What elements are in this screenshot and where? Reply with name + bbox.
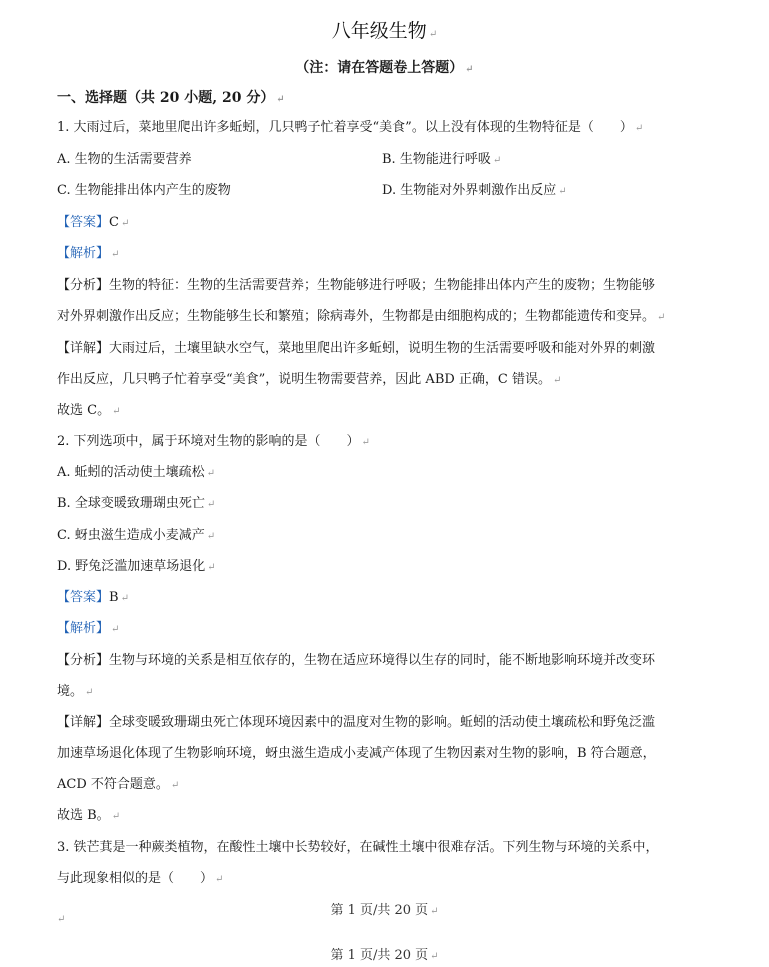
- paragraph-mark: ↵: [428, 29, 438, 40]
- paragraph-mark: ↵: [465, 64, 474, 75]
- exam-note: （注：请在答题卷上答题） ↵: [295, 60, 474, 76]
- q2-stem: 2. 下列选项中，属于环境对生物的影响的是（ ） ↵: [57, 434, 370, 449]
- q1-conclusion: 故选 C。 ↵: [57, 403, 121, 418]
- q2-fenxi-line2: 境。 ↵: [57, 684, 94, 699]
- q2-fenxi-line1: 【分析】生物与环境的关系是相互依存的，生物在适应环境得以生存的同时，能不断地影响环境并改变环: [57, 653, 656, 668]
- q2-option-a: A. 蚯蚓的活动使土壤疏松 ↵: [57, 465, 216, 480]
- q2-xiangjie-line3: ACD 不符合题意。 ↵: [57, 777, 180, 792]
- q3-stem-line2: 与此现象相似的是（ ） ↵: [57, 871, 224, 886]
- q2-xiangjie-line1: 【详解】全球变暖致珊瑚虫死亡体现环境因素中的温度对生物的影响。蚯蚓的活动使土壤疏松和野兔泛滥: [57, 715, 656, 730]
- page-title: 八年级生物 ↵: [331, 20, 438, 42]
- q1-option-c: C. 生物能排出体内产生的废物: [57, 183, 231, 198]
- q1-fenxi-line1: 【分析】生物的特征：生物的生活需要营养；生物能够进行呼吸；生物能排出体内产生的废物；生物能够: [57, 278, 656, 293]
- paragraph-mark: ↵: [57, 914, 66, 925]
- q1-stem: 1. 大雨过后，菜地里爬出许多蚯蚓，几只鸭子忙着享受“美食”。以上没有体现的生物特征是（ ） ↵: [57, 120, 644, 135]
- q2-option-c: C. 蚜虫滋生造成小麦减产 ↵: [57, 528, 216, 543]
- q1-xiangjie-line2: 作出反应，几只鸭子忙着享受“美食”，说明生物需要营养，因此 ABD 正确，C 错误。 ↵: [57, 372, 562, 387]
- paragraph-mark: ↵: [276, 94, 285, 105]
- page-footer-upper: 第 1 页/共 20 页 ↵: [330, 903, 439, 918]
- section-heading: 一、选择题（共 20 小题, 20 分） ↵: [57, 90, 285, 106]
- q1-option-a: A. 生物的生活需要营养: [57, 152, 192, 167]
- q2-answer: 【答案】B ↵: [57, 590, 129, 605]
- q2-xiangjie-line2: 加速草场退化体现了生物影响环境，蚜虫滋生造成小麦减产体现了生物因素对生物的影响，B 符合题意，: [57, 746, 656, 761]
- q1-analysis-tag: 【解析】 ↵: [57, 246, 120, 261]
- q3-stem-line1: 3. 铁芒萁是一种蕨类植物，在酸性土壤中长势较好，在碱性土壤中很难存活。下列生物与环境的关系中，: [57, 840, 659, 855]
- q2-analysis-tag: 【解析】 ↵: [57, 621, 120, 636]
- q1-xiangjie-line1: 【详解】大雨过后，土壤里缺水空气，菜地里爬出许多蚯蚓，说明生物的生活需要呼吸和能对外界的刺激: [57, 341, 656, 356]
- q1-answer: 【答案】C ↵: [57, 215, 130, 230]
- q1-option-d: D. 生物能对外界刺激作出反应 ↵: [382, 183, 567, 198]
- q2-conclusion: 故选 B。 ↵: [57, 808, 121, 823]
- q2-option-d: D. 野兔泛滥加速草场退化 ↵: [57, 559, 216, 574]
- q1-fenxi-line2: 对外界刺激作出反应；生物能够生长和繁殖；除病毒外，生物都是由细胞构成的；生物都能遗传和变异。 ↵: [57, 309, 666, 324]
- q1-option-b: B. 生物能进行呼吸 ↵: [382, 152, 502, 167]
- q2-option-b: B. 全球变暖致珊瑚虫死亡 ↵: [57, 496, 216, 511]
- page-footer-lower: 第 1 页/共 20 页 ↵: [330, 948, 439, 963]
